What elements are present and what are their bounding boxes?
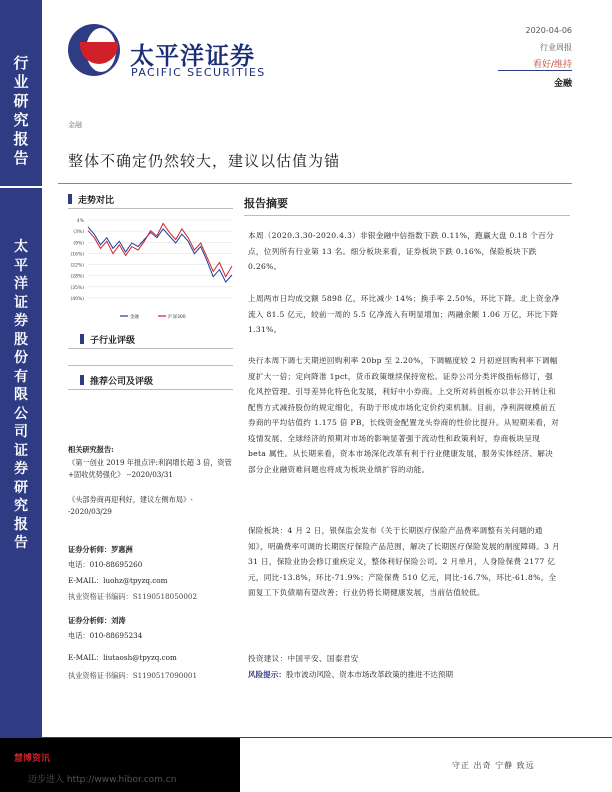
report-date: 2020-04-06: [525, 26, 572, 35]
stocks-heading: 推荐公司及评级: [90, 377, 154, 387]
abstract-paragraph: 保险板块：4 月 2 日，银保监会发布《关于长期医疗保险产品费率调整有关问题的通知》，明确费率可调的长期医疗保险产品范围，解决了长期医疗保险发展的制度障碍。3 月 31 日，保险业协会修订重疾定义，整体利好保险公司。2 月单月，人身险保费 2177 亿元，同比-13.8%，环比-71.9%；产险保费 510 亿元，同比-16.7%，环比-61.8%。全面复工下负债端有望改善；行业仍将长期健康发展，当前估值较低。: [248, 526, 560, 597]
analyst-email[interactable]: E-MAIL：liutaosh@tpyzq.com: [68, 653, 177, 662]
y-tick-label: (3%): [73, 230, 84, 236]
banner-bottom-text: 太 平 洋 证 券 股 份 有 限 公 司 证 券 研 究 报 告: [14, 239, 28, 551]
analyst-name: 证券分析师：罗惠洲: [68, 545, 133, 554]
y-tick-label: (28%): [70, 274, 84, 280]
y-tick-label: 4%: [76, 219, 84, 224]
section-tag: 金融: [68, 121, 82, 129]
investment-advice: 投资建议：中国平安、国泰君安: [248, 654, 359, 663]
banner-top-text: 行 业 研 究 报 告: [13, 54, 29, 167]
trend-heading: 走势对比: [78, 196, 115, 206]
footer-brand: 慧博资讯: [14, 754, 51, 764]
related-heading: 相关研究报告:: [68, 445, 114, 454]
y-tick-label: (22%): [70, 263, 84, 269]
y-tick-label: (35%): [70, 285, 84, 291]
analyst-cert: 执业资格证书编码：S1190517090001: [68, 671, 198, 680]
abstract-paragraph: 央行本周下调七天期逆回购利率 20bp 至 2.20%，下调幅度较 2 月初逆回购利率下调幅度扩大一倍；定向降准 1pct，货币政策继续保持宽松。证券公司分类评级指标修订，强化风控管理、引导差异化特色化发展，利好中小券商。上交所对科创板亦以非公开转让和配售方式减持股份的规定细化，有助于形成市场化定价约束机制。目前，净利润规模前五券商的平均估值约 1.175 倍 PB，长线资金配置龙头券商的性价比提升。从短期来看，对疫情发展、全球经济的预期对市场的影响显著强于流动性和政策利好，券商板块呈现 beta 属性。从长期来看，资本市场深化改革有利于行业健康发展，服务实体经济、解决部分企业融资难问题也将成为板块业绩扩容的动能。: [248, 356, 560, 474]
analyst-cert: 执业资格证书编码：S1190518050002: [68, 592, 198, 601]
risk-text: 股市波动风险、资本市场改革政策的推进不达预期: [285, 670, 454, 679]
footer-motto: 守正 出奇 宁静 致远: [452, 761, 535, 770]
report-type: 行业周报: [540, 43, 572, 52]
rating: 看好/维持: [532, 60, 572, 70]
legend-label: 金融: [130, 315, 139, 320]
analyst-name: 证券分析师：刘涛: [68, 616, 126, 625]
y-tick-label: (40%): [70, 297, 84, 302]
analyst-email[interactable]: E-MAIL：luohz@tpyzq.com: [68, 576, 168, 585]
page-title: 整体不确定仍然较大，建议以估值为锚: [68, 152, 341, 170]
y-tick-label: (9%): [73, 241, 84, 247]
company-name-cn: 太平洋证券: [130, 42, 255, 70]
abstract-paragraph: 上周两市日均成交额 5898 亿，环比减少 14%；换手率 2.50%，环比下降。北上资金净流入 81.5 亿元，较前一周的 5.5 亿净流入有明显增加；两融余额 1.06 万亿，环比下降 1.31%。: [248, 294, 560, 334]
related-item[interactable]: 《第一创业 2019 年报点评:利润增长超 3 倍，资管+固收优势强化》 --2020/03/31: [68, 458, 232, 479]
abstract-paragraph: 本周（2020.3.30-2020.4.3）非银金融中信指数下跌 0.11%，跑赢大盘 0.18 个百分点，位列所有行业第 13 名。细分板块来看，证券板块下跌 0.16%，保险板块下跌 0.26%。: [248, 231, 554, 271]
analyst-phone: 电话：010-88695260: [68, 560, 143, 569]
abstract-heading: 报告摘要: [244, 197, 288, 210]
footer-link[interactable]: 迈步进入 http://www.hibor.com.cn: [28, 775, 177, 785]
analyst-phone: 电话：010-88695234: [68, 631, 143, 640]
series-line: [88, 227, 232, 282]
rating-heading: 子行业评级: [90, 336, 136, 346]
company-name-en: PACIFIC SECURITIES: [131, 66, 266, 79]
legend-label: 沪深300: [168, 315, 186, 320]
related-item[interactable]: 《头部券商再迎利好，建议左侧布局》--2020/03/29: [68, 495, 193, 516]
sector: 金融: [553, 79, 572, 89]
y-tick-label: (16%): [70, 252, 84, 258]
trend-chart: [60, 212, 238, 324]
risk-label: 风险提示：: [248, 670, 286, 679]
